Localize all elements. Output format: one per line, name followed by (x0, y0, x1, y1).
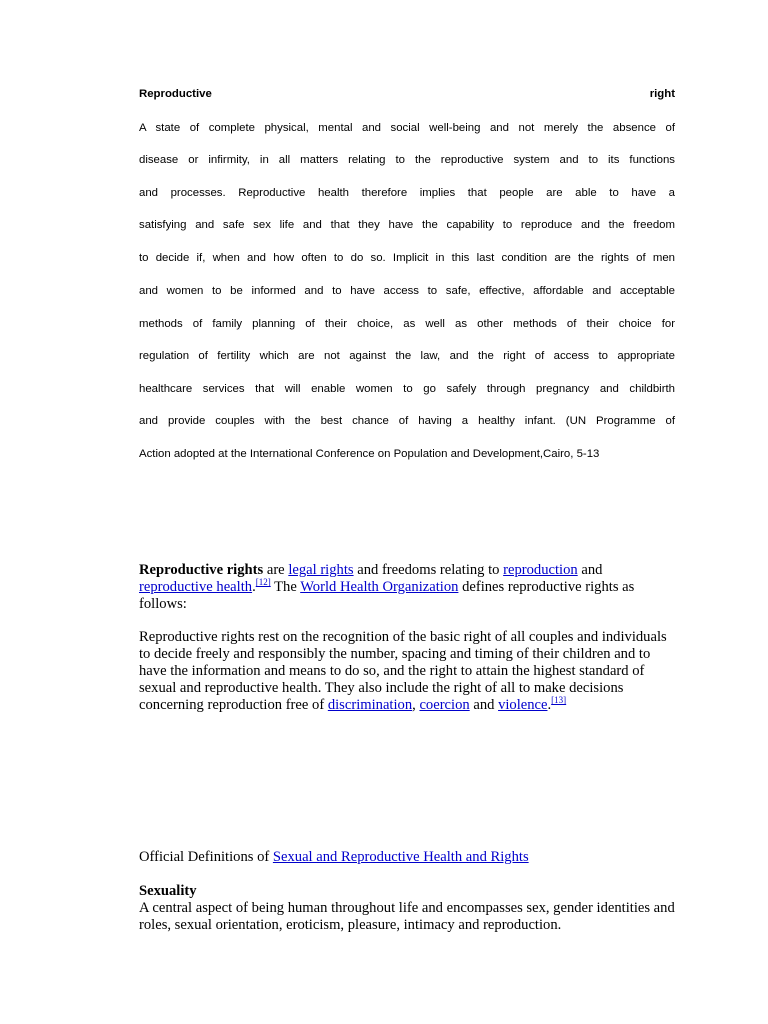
link-legal-rights[interactable]: legal rights (288, 562, 354, 578)
link-coercion[interactable]: coercion (419, 697, 470, 713)
text-run: . (252, 579, 256, 595)
heading-row (139, 88, 675, 100)
heading-left: Reproductive (139, 88, 212, 100)
official-definitions-line (139, 849, 679, 866)
intro-line: and provide couples with the best chance of having a healthy infant. (UN Programme of (139, 415, 675, 427)
intro-line: satisfying and safe sex life and that they have the capability to reproduce and the freedom (139, 219, 675, 231)
intro-line: disease or infirmity, in all matters relating to the reproductive system and to its functions (139, 154, 675, 166)
link-reproduction[interactable]: reproduction (503, 562, 578, 578)
link-world-health-organization[interactable]: World Health Organization (300, 579, 459, 595)
text-run: and freedoms relating to (353, 562, 504, 578)
text-run: Official Definitions of (139, 849, 273, 865)
heading-right: right (649, 88, 675, 100)
text-run: Reproductive rights rest on the recognition of the basic right of all couples and individuals to decide freely and responsibly the number, spacing and timing of their children and to have the information and means to do so, and the right to attain the highest standard of sexual and reproductive health. They also include the right of all to make decisions concerning reproduction free of (139, 629, 667, 713)
reference-12[interactable] (256, 577, 271, 587)
link-reproductive-health[interactable]: reproductive health (139, 579, 253, 595)
intro-line: A state of complete physical, mental and social well-being and not merely the absence of (139, 122, 675, 134)
link-sexual-reproductive-health-rights[interactable]: Sexual and Reproductive Health and Rights (272, 849, 529, 865)
intro-line: and processes. Reproductive health therefore implies that people are able to have a (139, 187, 675, 199)
text-run: defines reproductive rights as follows: (139, 579, 635, 612)
intro-line: and women to be informed and to have access to safe, effective, affordable and acceptable (139, 285, 675, 297)
intro-line: healthcare services that will enable women to go safely through pregnancy and childbirth (139, 383, 675, 395)
intro-line: Action adopted at the International Conference on Population and Development,Cairo, 5-13 (139, 448, 600, 460)
text-run: and (469, 697, 499, 713)
bold-term: Reproductive rights (139, 562, 264, 578)
sexuality-heading: Sexuality (139, 883, 197, 899)
text-run: and (577, 562, 603, 578)
text-run: The (270, 579, 301, 595)
intro-line: regulation of fertility which are not against the law, and the right of access to appropriate (139, 350, 675, 362)
text-run: . (547, 697, 552, 713)
text-run: are (263, 562, 289, 578)
reference-13-link[interactable]: [13] (551, 695, 567, 706)
reference-12-link[interactable]: [12] (255, 577, 271, 588)
intro-line: to decide if, when and how often to do so. Implicit in this last condition are the rights of men (139, 252, 675, 264)
paragraph-who-definition (139, 629, 679, 714)
sexuality-text: A central aspect of being human throughout life and encompasses sex, gender identities and roles, sexual orientation, eroticism, pleasure, intimacy and reproduction. (139, 900, 675, 933)
paragraph-reproductive-rights (139, 562, 679, 613)
intro-line: methods of family planning of their choice, as well as other methods of their choice for (139, 318, 675, 330)
sexuality-section (139, 883, 679, 934)
link-discrimination[interactable]: discrimination (327, 697, 413, 713)
reference-13[interactable] (551, 695, 566, 705)
text-run: , (412, 697, 420, 713)
link-violence[interactable]: violence (498, 697, 548, 713)
